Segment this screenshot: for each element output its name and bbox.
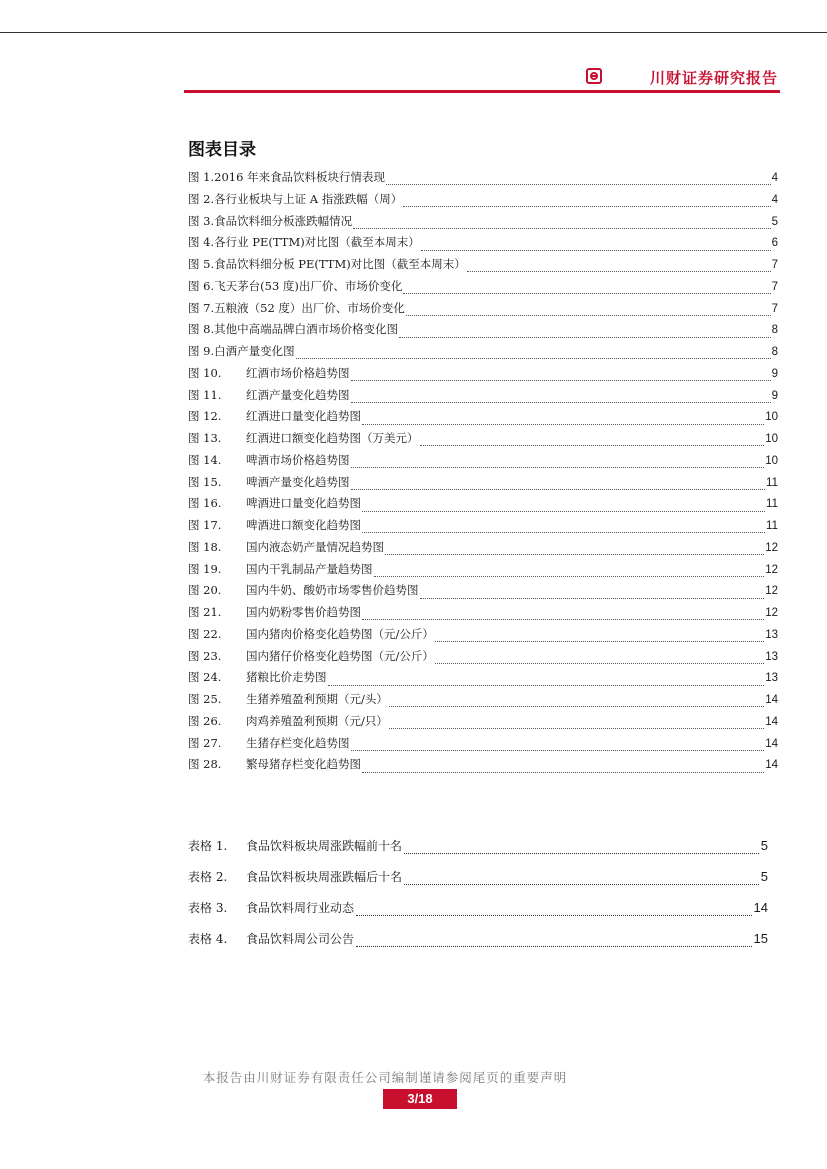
dot-leader <box>356 938 752 947</box>
entry-title: 食品饮料板块周涨跌幅后十名 <box>246 870 403 884</box>
disclaimer-note: 本报告由川财证券有限责任公司编制谨请参阅尾页的重要声明 <box>202 1070 568 1085</box>
entry-number: 图 9. <box>188 344 215 358</box>
figure-toc-row[interactable] <box>188 406 778 428</box>
entry-number: 图 26. <box>188 713 222 728</box>
dot-leader <box>351 481 766 490</box>
entry-title: 国内液态奶产量情况趋势图 <box>246 539 384 554</box>
entry-page-number: 4 <box>771 193 778 206</box>
dot-leader <box>404 876 759 885</box>
table-toc-row[interactable] <box>188 923 768 954</box>
dot-leader <box>467 263 771 272</box>
entry-number: 图 1. <box>188 170 215 184</box>
dot-leader <box>406 307 771 316</box>
entry-title: 红酒进口额变化趋势图（万美元） <box>246 431 419 445</box>
table-toc-row[interactable] <box>188 861 768 892</box>
entry-title: 啤酒进口额变化趋势图 <box>246 518 361 532</box>
figure-toc-row[interactable] <box>188 602 778 624</box>
company-logo-icon <box>586 68 602 84</box>
dot-leader <box>389 720 764 729</box>
entry-number: 图 8. <box>188 322 215 337</box>
entry-title: 生猪存栏变化趋势图 <box>246 735 350 750</box>
dot-leader <box>296 350 771 359</box>
entry-number: 图 6. <box>188 278 215 293</box>
entry-number: 图 25. <box>188 692 222 706</box>
entry-number: 图 24. <box>188 670 222 685</box>
entry-page-number: 14 <box>753 900 768 915</box>
table-toc-row[interactable] <box>188 830 768 861</box>
table-list <box>188 830 768 954</box>
dot-leader <box>328 677 765 686</box>
entry-number: 图 4. <box>188 235 215 250</box>
entry-page-number: 12 <box>765 563 778 576</box>
figure-toc-row[interactable] <box>188 363 778 385</box>
dot-leader <box>421 242 771 251</box>
figure-toc-row[interactable] <box>188 232 778 254</box>
entry-number: 图 12. <box>188 409 222 424</box>
dot-leader <box>404 845 759 854</box>
entry-page-number: 13 <box>765 628 778 641</box>
table-toc-row[interactable] <box>188 892 768 923</box>
dot-leader <box>362 524 765 533</box>
figure-toc-row[interactable] <box>188 254 778 276</box>
figure-toc-row[interactable] <box>188 385 778 407</box>
entry-number: 表格 4. <box>188 932 228 946</box>
entry-number: 图 23. <box>188 648 222 663</box>
dot-leader <box>351 394 771 403</box>
entry-number: 图 20. <box>188 583 222 598</box>
figure-toc-row[interactable] <box>188 167 778 189</box>
entry-title: 生猪养殖盈利预期（元/头） <box>246 692 388 706</box>
figure-toc-row[interactable] <box>188 450 778 472</box>
dot-leader <box>351 372 771 381</box>
figure-toc-row[interactable] <box>188 319 778 341</box>
entry-number: 表格 2. <box>188 870 228 884</box>
page-number-badge: 3/18 <box>383 1089 457 1109</box>
entry-number: 图 11. <box>188 387 222 402</box>
dot-leader <box>385 546 764 555</box>
entry-page-number: 10 <box>765 411 778 424</box>
dot-leader <box>435 655 764 664</box>
entry-title: 其他中高端品牌白酒市场价格变化图 <box>214 322 399 337</box>
entry-title: 肉鸡养殖盈利预期（元/只） <box>246 713 388 728</box>
top-rule <box>0 32 827 33</box>
entry-title: 白酒产量变化图 <box>214 344 295 358</box>
dot-leader <box>351 459 765 468</box>
header-rule <box>184 90 780 93</box>
entry-page-number: 5 <box>760 869 768 884</box>
entry-number: 表格 3. <box>188 901 228 915</box>
entry-page-number: 6 <box>771 237 778 250</box>
figure-toc-row[interactable] <box>188 537 778 559</box>
entry-page-number: 8 <box>771 324 778 337</box>
dot-leader <box>351 742 765 751</box>
entry-number: 图 28. <box>188 757 222 772</box>
entry-title: 食品饮料板块周涨跌幅前十名 <box>246 839 403 853</box>
dot-leader <box>399 329 770 338</box>
entry-page-number: 11 <box>766 520 778 532</box>
entry-page-number: 11 <box>766 476 778 489</box>
figure-toc-row[interactable] <box>188 711 778 733</box>
entry-title: 猪粮比价走势图 <box>246 670 327 685</box>
entry-number: 图 3. <box>188 213 215 228</box>
entry-title: 国内牛奶、酸奶市场零售价趋势图 <box>246 583 419 598</box>
brand-title: 川财证券研究报告 <box>649 69 778 87</box>
entry-page-number: 4 <box>771 172 778 184</box>
entry-number: 图 13. <box>188 431 222 445</box>
dot-leader <box>389 698 764 707</box>
entry-title: 飞天茅台(53 度)出厂价、市场价变化 <box>214 278 403 293</box>
entry-page-number: 10 <box>765 433 778 445</box>
entry-number: 图 21. <box>188 605 222 619</box>
entry-page-number: 9 <box>771 389 778 402</box>
entry-title: 红酒市场价格趋势图 <box>246 365 350 380</box>
entry-page-number: 13 <box>765 650 778 663</box>
figure-toc-row[interactable] <box>188 580 778 602</box>
dot-leader <box>403 285 770 294</box>
entry-number: 图 22. <box>188 626 222 641</box>
dot-leader <box>435 633 764 642</box>
entry-page-number: 5 <box>760 838 768 853</box>
entry-page-number: 15 <box>753 931 768 946</box>
entry-page-number: 8 <box>771 346 778 358</box>
dot-leader <box>356 907 752 916</box>
figure-toc-row[interactable] <box>188 689 778 711</box>
dot-leader <box>362 611 764 620</box>
figure-toc-row[interactable] <box>188 276 778 298</box>
dot-leader <box>362 503 765 512</box>
entry-number: 表格 1. <box>188 839 228 853</box>
entry-title: 国内猪肉价格变化趋势图（元/公斤） <box>246 626 434 641</box>
entry-page-number: 9 <box>771 367 778 380</box>
figure-toc-row[interactable] <box>188 472 778 494</box>
entry-title: 国内猪仔价格变化趋势图（元/公斤） <box>246 648 434 663</box>
entry-title: 五粮液（52 度）出厂价、市场价变化 <box>214 300 405 315</box>
entry-number: 图 7. <box>188 300 215 315</box>
entry-page-number: 7 <box>771 302 778 315</box>
entry-page-number: 5 <box>771 215 778 228</box>
entry-title: 各行业板块与上证 A 指涨跌幅（周） <box>214 191 403 206</box>
entry-page-number: 14 <box>765 737 778 750</box>
entry-number: 图 2. <box>188 191 215 206</box>
figure-toc-row[interactable] <box>188 298 778 320</box>
figure-toc-row[interactable] <box>188 341 778 363</box>
entry-number: 图 5. <box>188 257 215 271</box>
figure-toc-row[interactable] <box>188 733 778 755</box>
entry-number: 图 19. <box>188 561 222 576</box>
entry-title: 红酒产量变化趋势图 <box>246 387 350 402</box>
entry-number: 图 10. <box>188 365 222 380</box>
dot-leader <box>353 220 770 229</box>
figure-toc-row[interactable] <box>188 646 778 668</box>
dot-leader <box>362 416 764 425</box>
figure-toc-row[interactable] <box>188 559 778 581</box>
entry-title: 啤酒市场价格趋势图 <box>246 452 350 467</box>
entry-page-number: 14 <box>765 715 778 728</box>
entry-title: 国内干乳制品产量趋势图 <box>246 561 373 576</box>
dot-leader <box>386 176 771 185</box>
entry-number: 图 27. <box>188 735 222 750</box>
figure-list <box>188 167 778 776</box>
entry-page-number: 10 <box>765 454 778 467</box>
entry-title: 啤酒进口量变化趋势图 <box>246 496 361 511</box>
dot-leader <box>403 198 770 207</box>
entry-page-number: 7 <box>771 259 778 271</box>
entry-number: 图 17. <box>188 518 222 532</box>
entry-number: 图 18. <box>188 539 222 554</box>
entry-title: 国内奶粉零售价趋势图 <box>246 605 361 619</box>
dot-leader <box>362 764 764 773</box>
entry-number: 图 15. <box>188 474 222 489</box>
figure-toc-row[interactable] <box>188 211 778 233</box>
entry-title: 2016 年来食品饮料板块行情表现 <box>214 170 386 184</box>
figure-toc-row[interactable] <box>188 189 778 211</box>
entry-page-number: 14 <box>765 694 778 706</box>
figure-toc-row[interactable] <box>188 754 778 776</box>
entry-title: 各行业 PE(TTM)对比图（截至本周末） <box>214 235 420 250</box>
entry-title: 食品饮料周公司公告 <box>246 932 355 946</box>
dot-leader <box>374 568 765 577</box>
figure-toc-row[interactable] <box>188 624 778 646</box>
entry-page-number: 12 <box>765 541 778 554</box>
entry-page-number: 14 <box>765 759 778 772</box>
toc-title: 图表目录 <box>188 140 256 160</box>
dot-leader <box>420 590 765 599</box>
figure-toc-row[interactable] <box>188 667 778 689</box>
entry-page-number: 12 <box>765 585 778 598</box>
dot-leader <box>420 437 765 446</box>
entry-title: 食品饮料周行业动态 <box>246 901 355 915</box>
figure-toc-row[interactable] <box>188 515 778 537</box>
entry-title: 红酒进口量变化趋势图 <box>246 409 361 424</box>
entry-page-number: 13 <box>765 672 778 685</box>
entry-page-number: 11 <box>766 498 778 511</box>
entry-title: 繁母猪存栏变化趋势图 <box>246 757 361 772</box>
entry-page-number: 12 <box>765 607 778 619</box>
entry-number: 图 14. <box>188 452 222 467</box>
figure-toc-row[interactable] <box>188 428 778 450</box>
entry-title: 啤酒产量变化趋势图 <box>246 474 350 489</box>
figure-toc-row[interactable] <box>188 493 778 515</box>
entry-number: 图 16. <box>188 496 222 511</box>
entry-title: 食品饮料细分板 PE(TTM)对比图（截至本周末） <box>214 257 466 271</box>
entry-title: 食品饮料细分板涨跌幅情况 <box>214 213 353 228</box>
entry-page-number: 7 <box>771 280 778 293</box>
